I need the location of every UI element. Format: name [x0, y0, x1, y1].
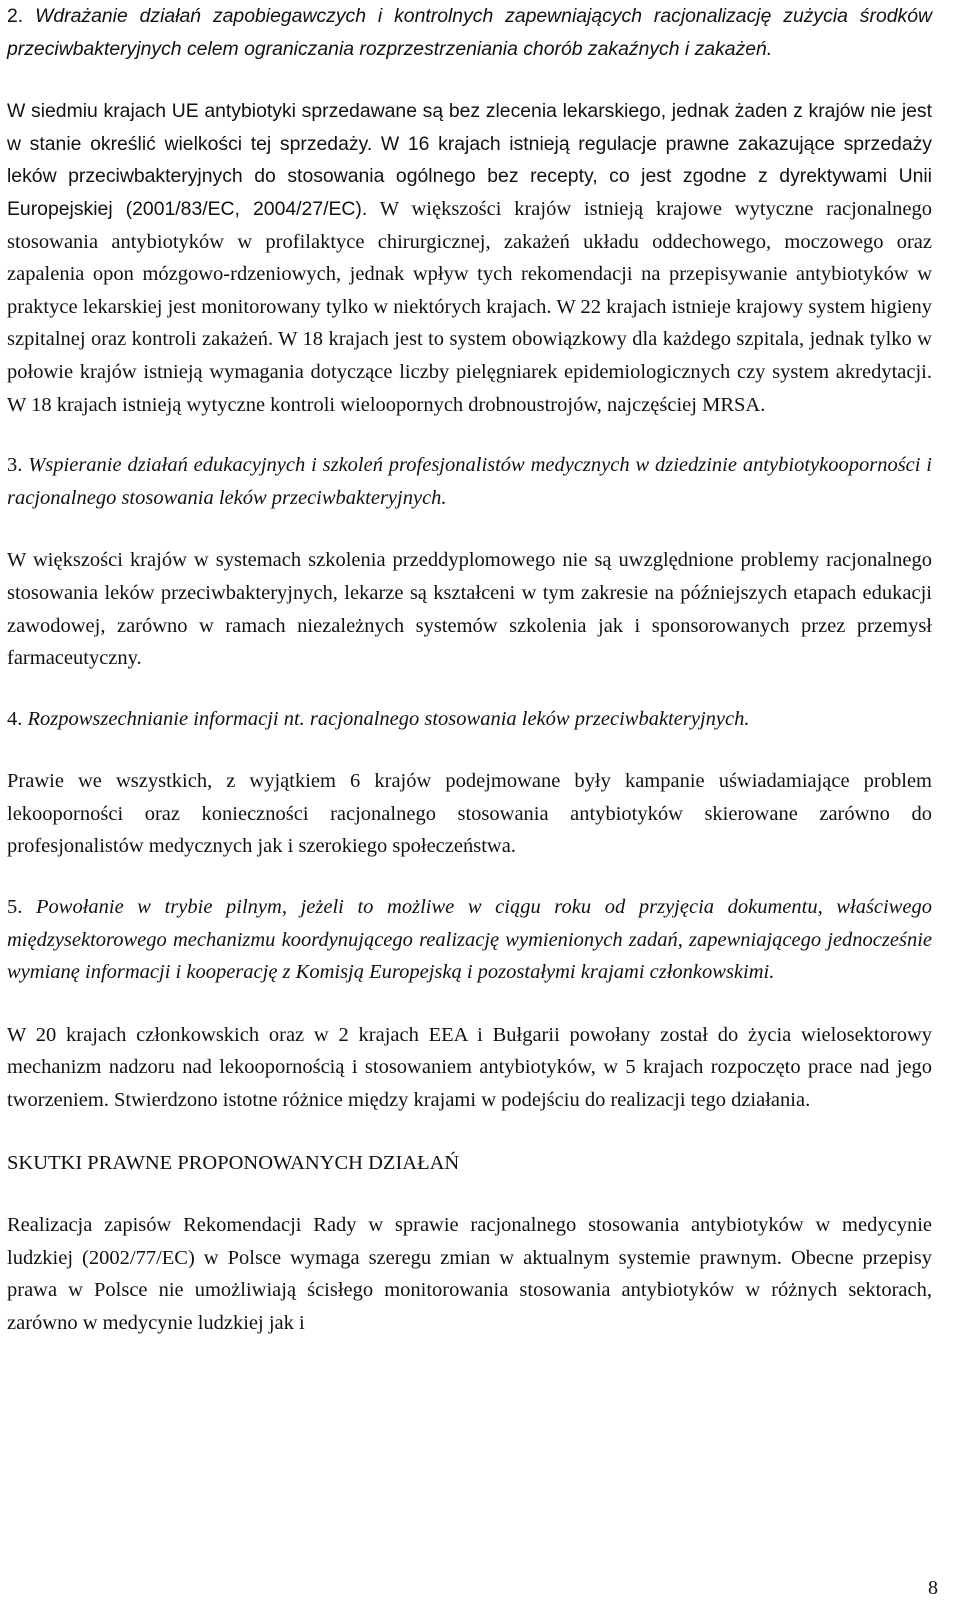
legal-effects-heading: SKUTKI PRAWNE PROPONOWANYCH DZIAŁAŃ — [7, 1151, 460, 1174]
section-2-text-b: W większości krajów istnieją krajowe wytyczne racjonalnego stosowania antybiotyków w profilaktyce chirurgicznej, zakażeń układu oddechowego, moczowego oraz zapalenia opon mózgowo-rdzeniowych, jednak wpływ tych rekomendacji na przepisywanie antybiotyków w praktyce lekarskiej jest monitorowany tylko w niektórych krajach. W 22 krajach istnieje krajowy system higieny szpitalnej oraz kontroli zakażeń. W 18 krajach jest to system obowiązkowy dla każdego szpitala, jednak tylko w połowie krajów istnieją wymagania dotyczące liczby pielęgniarek epidemiologicznych czy system akredytacji. W 18 krajach istnieją wytyczne kontroli wieloopornych drobnoustrojów, najczęściej MRSA. — [7, 197, 932, 416]
section-4-number: 4. — [7, 707, 23, 730]
legal-effects-paragraph: Realizacja zapisów Rekomendacji Rady w sprawie racjonalnego stosowania antybiotyków w medycynie ludzkiej (2002/77/EC) w Polsce wymaga szeregu zmian w aktualnym systemie prawnym. Obecne przepisy prawa w Polsce nie umożliwiają ścisłego monitorowania stosowania antybiotyków w różnych sektorach, zarówno w medycynie ludzkiej jak i — [7, 1214, 932, 1334]
section-3-heading — [7, 449, 932, 514]
section-5-paragraph: W 20 krajach członkowskich oraz w 2 krajach EEA i Bułgarii powołany został do życia wielosektorowy mechanizm nadzoru nad lekoopornością i stosowaniem antybiotyków, w 5 krajach rozpoczęto prace nad jego tworzeniem. Stwierdzono istotne różnice między krajami w podejściu do realizacji tego działania. — [7, 1023, 932, 1112]
section-3-paragraph: W większości krajów w systemach szkolenia przeddyplomowego nie są uwzględnione problemy racjonalnego stosowania leków przeciwbakteryjnych, lekarze są kształceni w tym zakresie na późniejszych etapach edukacji zawodowej, zarówno w ramach niezależnych systemów szkolenia jak i sponsorowanych przez przemysł farmaceutyczny. — [7, 549, 932, 670]
document-page — [7, 0, 932, 1340]
section-3-title: Wspieranie działań edukacyjnych i szkoleń profesjonalistów medycznych w dziedzinie antybiotykooporności i racjonalnego stosowania leków przeciwbakteryjnych. — [7, 454, 933, 509]
section-4-title: Rozpowszechnianie informacji nt. racjonalnego stosowania leków przeciwbakteryjnych. — [27, 707, 750, 730]
section-2-number: 2. — [7, 5, 24, 27]
section-5-title: Powołanie w trybie pilnym, jeżeli to możliwe w ciągu roku od przyjęcia dokumentu, właściwego międzysektorowego mechanizmu koordynującego realizację wymienionych zadań, zapewniającego jednocześnie wymianę informacji i kooperację z Komisją Europejską i pozostałymi krajami członkowskimi. — [7, 896, 932, 984]
section-5-number: 5. — [7, 896, 23, 919]
section-4-heading — [7, 703, 932, 736]
section-2-text-a: W siedmiu krajach UE antybiotyki sprzedawane są bez zlecenia lekarskiego, jednak żaden z krajów nie jest w stanie określić wielkości tej sprzedaży. W 16 krajach istnieją regulacje prawne zakazujące sprzedaży leków przeciwbakteryjnych do stosowania ogólnego bez recepty, co jest zgodne z dyrektywami Unii Europejskiej (2001/83/EC, 2004/27/EC). — [7, 100, 932, 220]
section-2-heading — [7, 0, 932, 65]
section-2-paragraph — [7, 95, 932, 421]
section-2-title: Wdrażanie działań zapobiegawczych i kontrolnych zapewniających racjonalizację zużycia środków przeciwbakteryjnych celem ograniczania rozprzestrzeniania chorób zakaźnych i zakażeń. — [7, 5, 932, 60]
page-number: 8 — [928, 1577, 938, 1599]
section-3-number: 3. — [7, 454, 23, 477]
section-4-paragraph: Prawie we wszystkich, z wyjątkiem 6 krajów podejmowane były kampanie uświadamiające problem lekooporności oraz konieczności racjonalnego stosowania antybiotyków skierowane zarówno do profesjonalistów medycznych jak i szerokiego społeczeństwa. — [7, 770, 932, 858]
section-5-heading — [7, 891, 932, 989]
